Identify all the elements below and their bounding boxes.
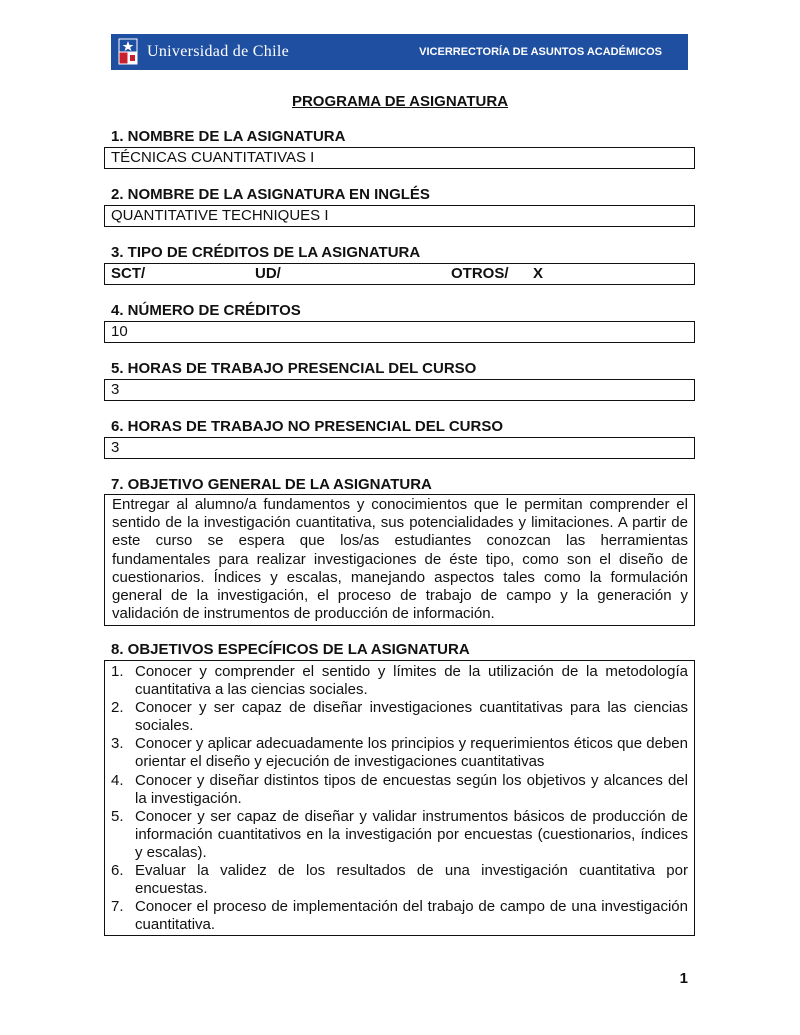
office-name: VICERRECTORÍA DE ASUNTOS ACADÉMICOS: [419, 46, 662, 58]
section-8-title: 8. OBJETIVOS ESPECÍFICOS DE LA ASIGNATURA: [111, 641, 470, 658]
list-item-number: 3.: [111, 735, 124, 753]
list-item-number: 6.: [111, 862, 124, 880]
list-item: [111, 663, 688, 699]
general-objective-text: Entregar al alumno/a fundamentos y conocimientos que le permitan comprender el sentido de la investigación cuantitativa, sus potencialidades y limitaciones. A partir de este curso se espera que los/as estudiantes conozcan las herramientas fundamentales para realizar investigaciones de éste tipo, como son el diseño de cuestionarios. Índices y escalas, manejando aspectos tales como la formulación general de la investigación, el proceso de trabajo de campo y la generación y validación de instrumentos de producción de información.: [112, 496, 688, 623]
list-item-text: Conocer y comprender el sentido y límites de la utilización de la metodología cuantitativa a las ciencias sociales.: [135, 663, 688, 699]
list-item-text: Evaluar la validez de los resultados de una investigación cuantitativa por encuestas.: [135, 862, 688, 898]
list-item-text: Conocer y aplicar adecuadamente los principios y requerimientos éticos que deben orientar el diseño y ejecución de investigaciones cuantitativas: [135, 735, 688, 771]
section-6-title: 6. HORAS DE TRABAJO NO PRESENCIAL DEL CURSO: [111, 418, 503, 435]
list-item: [111, 735, 688, 771]
list-item: [111, 699, 688, 735]
credit-sct-label: SCT/: [111, 265, 146, 282]
section-1-value: TÉCNICAS CUANTITATIVAS I: [104, 147, 695, 169]
section-6-value: 3: [104, 437, 695, 459]
header-banner: [111, 34, 688, 70]
list-item-number: 2.: [111, 699, 124, 717]
university-crest-icon: [117, 37, 139, 67]
list-item-text: Conocer y ser capaz de diseñar y validar instrumentos básicos de producción de información cuantitativos en la investigación por encuestas (cuestionarios, índices y escalas).: [135, 807, 688, 861]
section-7-title: 7. OBJETIVO GENERAL DE LA ASIGNATURA: [111, 476, 432, 493]
specific-objectives-box: [104, 660, 695, 936]
list-item: [111, 898, 688, 934]
document-title: PROGRAMA DE ASIGNATURA: [291, 93, 509, 110]
section-5-value: 3: [104, 379, 695, 401]
credit-ud-label: UD/: [255, 265, 281, 282]
list-item-number: 1.: [111, 663, 124, 680]
section-3-title: 3. TIPO DE CRÉDITOS DE LA ASIGNATURA: [111, 244, 421, 261]
section-5-title: 5. HORAS DE TRABAJO PRESENCIAL DEL CURSO: [111, 360, 477, 377]
list-item-number: 4.: [111, 771, 124, 789]
list-item-text: Conocer el proceso de implementación del trabajo de campo de una investigación cuantitativa.: [135, 898, 688, 934]
university-name: Universidad de Chile: [147, 43, 289, 60]
section-4-title: 4. NÚMERO DE CRÉDITOS: [111, 302, 301, 319]
list-item: [111, 862, 688, 898]
list-item-text: Conocer y ser capaz de diseñar investigaciones cuantitativas para las ciencias sociales.: [135, 699, 688, 735]
section-2-value: QUANTITATIVE TECHNIQUES I: [104, 205, 695, 227]
list-item-number: 5.: [111, 807, 124, 825]
list-item: [111, 772, 688, 808]
section-1-title: 1. NOMBRE DE LA ASIGNATURA: [111, 128, 346, 145]
list-item-number: 7.: [111, 898, 124, 916]
specific-objectives-list: [105, 661, 694, 935]
page-number: 1: [679, 970, 688, 987]
credit-otros-mark: X: [533, 265, 544, 282]
credit-type-row: [104, 263, 695, 285]
list-item-text: Conocer y diseñar distintos tipos de encuestas según los objetivos y alcances del la investigación.: [135, 771, 688, 807]
general-objective-box: [104, 494, 695, 626]
credit-otros-label: OTROS/: [451, 265, 509, 282]
section-4-value: 10: [104, 321, 695, 343]
section-2-title: 2. NOMBRE DE LA ASIGNATURA EN INGLÉS: [111, 186, 430, 203]
list-item: [111, 808, 688, 862]
